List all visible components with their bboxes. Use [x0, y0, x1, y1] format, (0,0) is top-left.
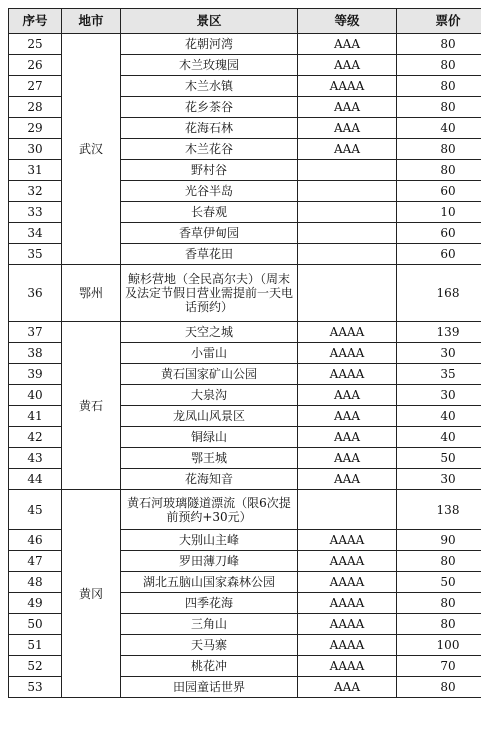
table-row — [9, 34, 481, 55]
cell-seq: 46 — [9, 530, 62, 551]
cell-spot: 木兰水镇 — [121, 76, 298, 97]
cell-price: 80 — [397, 34, 481, 55]
cell-spot: 天空之城 — [121, 322, 298, 343]
cell-spot: 龙凤山风景区 — [121, 406, 298, 427]
cell-seq: 51 — [9, 635, 62, 656]
cell-level — [298, 223, 397, 244]
cell-price: 80 — [397, 614, 481, 635]
cell-seq: 28 — [9, 97, 62, 118]
cell-level: AAA — [298, 97, 397, 118]
cell-price: 80 — [397, 677, 481, 698]
cell-seq: 26 — [9, 55, 62, 76]
cell-seq: 42 — [9, 427, 62, 448]
cell-level — [298, 265, 397, 322]
cell-level: AAAA — [298, 530, 397, 551]
cell-price: 60 — [397, 244, 481, 265]
cell-price: 80 — [397, 160, 481, 181]
cell-level: AAA — [298, 118, 397, 139]
cell-level: AAA — [298, 677, 397, 698]
header-level: 等级 — [298, 9, 397, 34]
cell-spot: 木兰玫瑰园 — [121, 55, 298, 76]
cell-level: AAA — [298, 55, 397, 76]
cell-spot: 黄石国家矿山公园 — [121, 364, 298, 385]
cell-level — [298, 244, 397, 265]
cell-spot: 木兰花谷 — [121, 139, 298, 160]
cell-spot: 小雷山 — [121, 343, 298, 364]
cell-seq: 40 — [9, 385, 62, 406]
cell-seq: 49 — [9, 593, 62, 614]
cell-seq: 30 — [9, 139, 62, 160]
cell-seq: 48 — [9, 572, 62, 593]
cell-spot: 野村谷 — [121, 160, 298, 181]
cell-level: AAAA — [298, 656, 397, 677]
cell-seq: 32 — [9, 181, 62, 202]
cell-price: 80 — [397, 139, 481, 160]
cell-seq: 50 — [9, 614, 62, 635]
cell-level: AAAA — [298, 364, 397, 385]
cell-level — [298, 160, 397, 181]
cell-seq: 38 — [9, 343, 62, 364]
ticket-table-container — [8, 8, 474, 698]
table-row — [9, 265, 481, 322]
cell-price: 90 — [397, 530, 481, 551]
cell-seq: 29 — [9, 118, 62, 139]
cell-seq: 45 — [9, 490, 62, 530]
cell-price: 10 — [397, 202, 481, 223]
cell-level: AAA — [298, 139, 397, 160]
cell-price: 80 — [397, 97, 481, 118]
cell-level: AAAA — [298, 322, 397, 343]
cell-price: 50 — [397, 448, 481, 469]
cell-spot: 四季花海 — [121, 593, 298, 614]
cell-price: 138 — [397, 490, 481, 530]
cell-level — [298, 181, 397, 202]
cell-seq: 35 — [9, 244, 62, 265]
cell-spot: 罗田薄刀峰 — [121, 551, 298, 572]
cell-seq: 52 — [9, 656, 62, 677]
cell-city: 武汉 — [62, 34, 121, 265]
cell-spot: 大别山主峰 — [121, 530, 298, 551]
cell-seq: 53 — [9, 677, 62, 698]
cell-spot: 桃花冲 — [121, 656, 298, 677]
cell-level: AAA — [298, 406, 397, 427]
cell-spot: 大泉沟 — [121, 385, 298, 406]
cell-spot: 湖北五脑山国家森林公园 — [121, 572, 298, 593]
cell-price: 30 — [397, 343, 481, 364]
cell-city: 黄石 — [62, 322, 121, 490]
cell-level: AAA — [298, 427, 397, 448]
cell-price: 60 — [397, 181, 481, 202]
cell-price: 100 — [397, 635, 481, 656]
cell-spot: 花海知音 — [121, 469, 298, 490]
scenic-spot-ticket-table — [8, 8, 481, 698]
table-body — [9, 34, 481, 698]
cell-level: AAAA — [298, 593, 397, 614]
cell-seq: 43 — [9, 448, 62, 469]
cell-spot: 鲸杉营地（全民高尔夫）（周末及法定节假日营业需提前一天电话预约） — [121, 265, 298, 322]
cell-spot: 铜绿山 — [121, 427, 298, 448]
cell-seq: 33 — [9, 202, 62, 223]
table-header-row — [9, 9, 481, 34]
cell-level: AAAA — [298, 343, 397, 364]
cell-city: 黄冈 — [62, 490, 121, 698]
cell-price: 50 — [397, 572, 481, 593]
cell-seq: 31 — [9, 160, 62, 181]
cell-level: AAAA — [298, 551, 397, 572]
cell-level: AAA — [298, 385, 397, 406]
cell-spot: 天马寨 — [121, 635, 298, 656]
header-city: 地市 — [62, 9, 121, 34]
cell-seq: 37 — [9, 322, 62, 343]
cell-level — [298, 202, 397, 223]
cell-seq: 39 — [9, 364, 62, 385]
cell-price: 139 — [397, 322, 481, 343]
cell-price: 30 — [397, 469, 481, 490]
cell-price: 40 — [397, 118, 481, 139]
cell-level: AAAA — [298, 76, 397, 97]
cell-spot: 田园童话世界 — [121, 677, 298, 698]
cell-seq: 36 — [9, 265, 62, 322]
cell-seq: 47 — [9, 551, 62, 572]
cell-seq: 44 — [9, 469, 62, 490]
cell-price: 40 — [397, 427, 481, 448]
cell-spot: 三角山 — [121, 614, 298, 635]
cell-spot: 长春观 — [121, 202, 298, 223]
table-row — [9, 490, 481, 530]
cell-price: 80 — [397, 76, 481, 97]
cell-spot: 香草花田 — [121, 244, 298, 265]
cell-price: 40 — [397, 406, 481, 427]
cell-price: 30 — [397, 385, 481, 406]
cell-seq: 27 — [9, 76, 62, 97]
cell-price: 168 — [397, 265, 481, 322]
cell-level: AAA — [298, 34, 397, 55]
cell-level: AAA — [298, 448, 397, 469]
cell-seq: 25 — [9, 34, 62, 55]
table-row — [9, 322, 481, 343]
cell-price: 80 — [397, 55, 481, 76]
header-price: 票价 — [397, 9, 481, 34]
header-seq: 序号 — [9, 9, 62, 34]
cell-spot: 鄂王城 — [121, 448, 298, 469]
cell-level: AAAA — [298, 614, 397, 635]
cell-level: AAA — [298, 469, 397, 490]
cell-spot: 花朝河湾 — [121, 34, 298, 55]
cell-spot: 黄石河玻璃隧道漂流（限6次提前预约+30元） — [121, 490, 298, 530]
cell-spot: 花乡茶谷 — [121, 97, 298, 118]
cell-price: 35 — [397, 364, 481, 385]
cell-level — [298, 490, 397, 530]
cell-level: AAAA — [298, 635, 397, 656]
cell-price: 70 — [397, 656, 481, 677]
cell-level: AAAA — [298, 572, 397, 593]
cell-spot: 香草伊甸园 — [121, 223, 298, 244]
cell-city: 鄂州 — [62, 265, 121, 322]
cell-spot: 花海石林 — [121, 118, 298, 139]
cell-price: 60 — [397, 223, 481, 244]
cell-price: 80 — [397, 593, 481, 614]
cell-seq: 41 — [9, 406, 62, 427]
cell-price: 80 — [397, 551, 481, 572]
header-spot: 景区 — [121, 9, 298, 34]
cell-seq: 34 — [9, 223, 62, 244]
cell-spot: 光谷半岛 — [121, 181, 298, 202]
